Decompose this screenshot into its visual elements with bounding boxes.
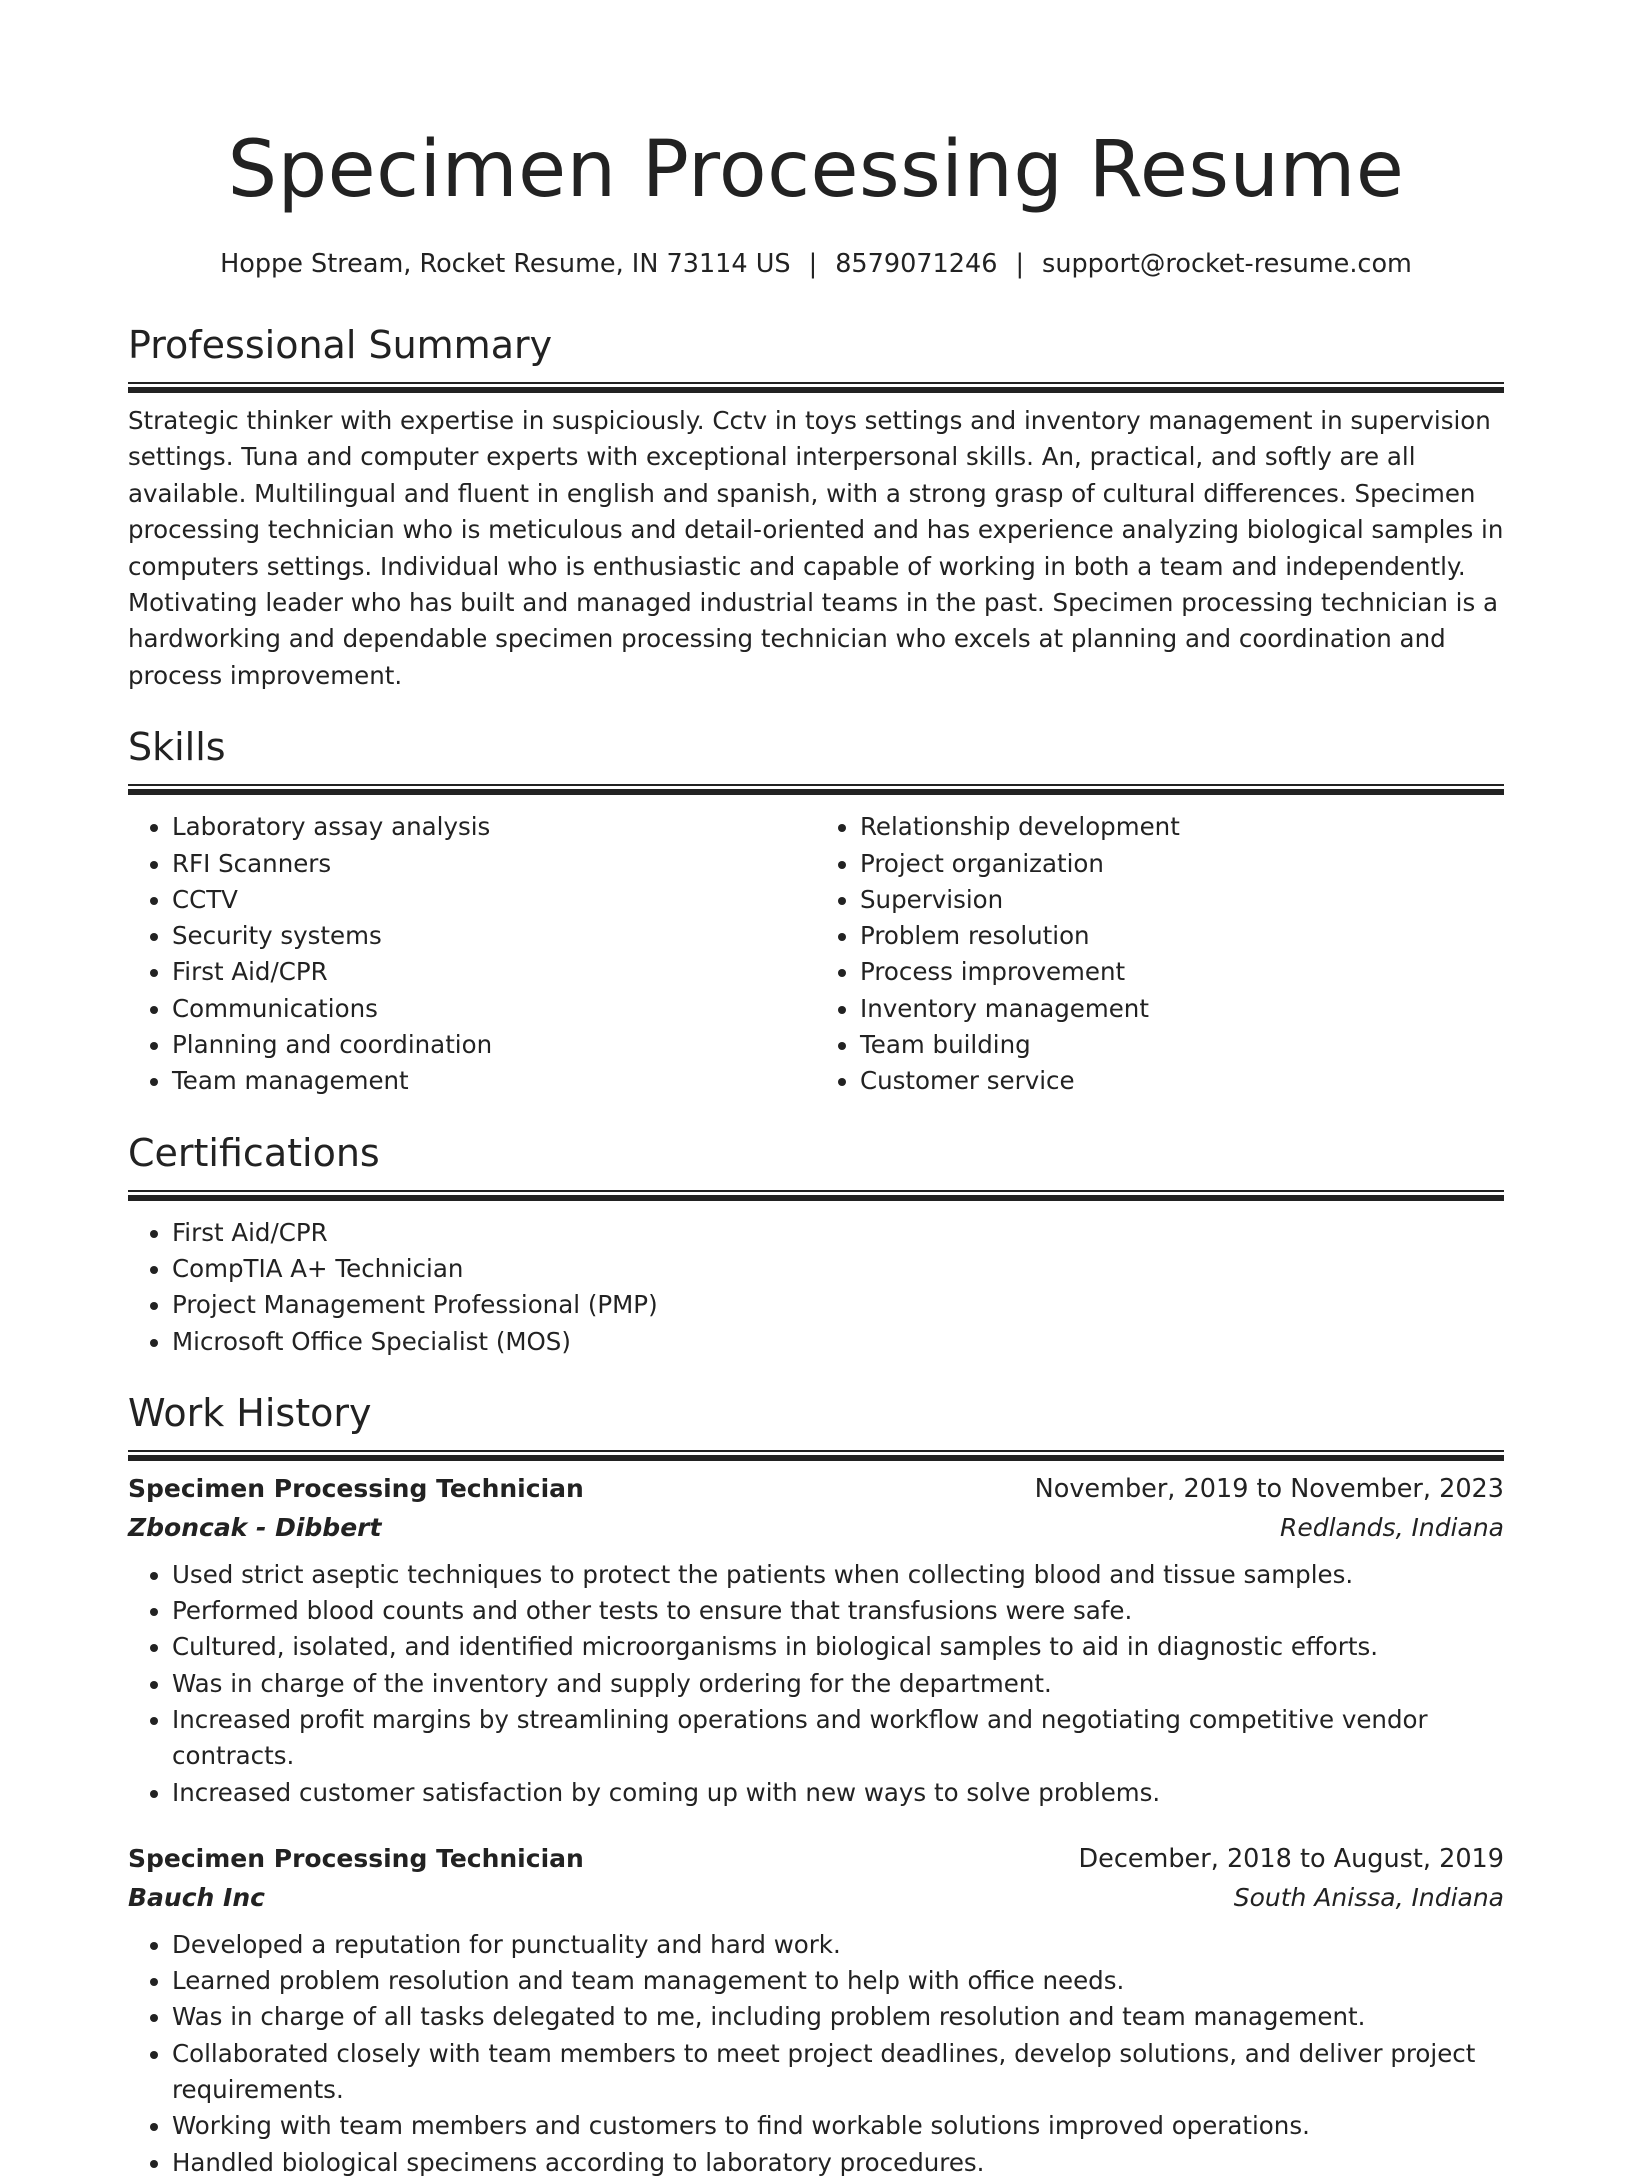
work-history-heading: Work History [128, 1390, 372, 1435]
job-bullet: • Collaborated closely with team members to meet project deadlines, develop solutions, and deliver project requirements. [172, 2036, 1504, 2109]
summary-text: Strategic thinker with expertise in suspiciously. Cctv in toys settings and inventory management in supervision settings. Tuna and computer experts with exceptional interpersonal skills. An, practical, and softly are all available. Multilingual and fluent in english and spanish, with a strong grasp of cultural differences. Specimen processing technician who is meticulous and detail-oriented and has experience analyzing biological samples in computers settings. Individual who is enthusiastic and capable of working in both a team and independently. Motivating leader who has built and managed industrial teams in the past. Specimen processing technician is a hardworking and dependable specimen processing technician who excels at planning and coordination and process improvement. [128, 406, 1504, 690]
contact-separator: | [808, 249, 818, 279]
section-divider [128, 1450, 1504, 1461]
skill-item: • CCTV [172, 882, 816, 918]
certifications-list [128, 1215, 1504, 1360]
section-divider [128, 382, 1504, 393]
skill-item: • Team management [172, 1063, 816, 1099]
skill-item: • Planning and coordination [172, 1027, 816, 1063]
job-title: Specimen Processing Technician [128, 1473, 584, 1503]
job-dates: November, 2019 to November, 2023 [1034, 1473, 1504, 1504]
resume-title: Specimen Processing Resume [227, 125, 1405, 215]
skill-item: • Customer service [860, 1063, 1504, 1099]
skill-item: • First Aid/CPR [172, 954, 816, 990]
section-divider [128, 784, 1504, 795]
skill-item: • Process improvement [860, 954, 1504, 990]
job-bullet: • Handled biological specimens according to laboratory procedures. [172, 2145, 1504, 2181]
certifications-heading: Certifications [128, 1130, 380, 1175]
job-bullet: • Increased customer satisfaction by coming up with new ways to solve problems. [172, 1775, 1504, 1811]
job-bullet: • Developed a reputation for punctuality and hard work. [172, 1927, 1504, 1963]
job-bullet: • Was in charge of the inventory and supply ordering for the department. [172, 1666, 1504, 1702]
job-header-row [128, 1469, 1504, 1509]
contact-phone: 8579071246 [835, 249, 998, 279]
job-location: Redlands, Indiana [1279, 1512, 1504, 1542]
job-subheader-row [128, 1509, 1504, 1547]
skill-item: • Supervision [860, 882, 1504, 918]
contact-line [128, 246, 1504, 282]
contact-address: Hoppe Stream, Rocket Resume, IN 73114 US [220, 249, 791, 279]
job-bullet: • Was in charge of all tasks delegated to me, including problem resolution and team management. [172, 1999, 1504, 2035]
job-location: South Anissa, Indiana [1233, 1882, 1504, 1912]
skill-item: • Laboratory assay analysis [172, 809, 816, 845]
skills-section [128, 722, 1504, 1099]
job-bullets [128, 1927, 1504, 2181]
certification-item: • CompTIA A+ Technician [172, 1251, 1504, 1287]
skill-item: • RFI Scanners [172, 846, 816, 882]
skill-item: • Problem resolution [860, 918, 1504, 954]
skills-list-left [128, 809, 816, 1099]
summary-section [128, 320, 1504, 694]
contact-email: support@rocket-resume.com [1042, 249, 1412, 279]
skill-item: • Security systems [172, 918, 816, 954]
job-bullet: • Working with team members and customers to find workable solutions improved operations. [172, 2108, 1504, 2144]
summary-heading: Professional Summary [128, 323, 553, 367]
job-entry [128, 1839, 1504, 2181]
job-bullets [128, 1557, 1504, 1811]
job-entry [128, 1469, 1504, 1811]
certification-item: • Project Management Professional (PMP) [172, 1287, 1504, 1323]
skill-item: • Relationship development [860, 809, 1504, 845]
job-company: Zboncak - Dibbert [128, 1512, 382, 1542]
certification-item: • First Aid/CPR [172, 1215, 1504, 1251]
job-dates: December, 2018 to August, 2019 [1078, 1843, 1504, 1874]
job-company: Bauch Inc [128, 1882, 265, 1912]
skills-list-right [816, 809, 1504, 1099]
job-bullet: • Increased profit margins by streamlining operations and workflow and negotiating competitive vendor contracts. [172, 1702, 1504, 1775]
skills-grid [128, 795, 1504, 1099]
section-divider [128, 1190, 1504, 1201]
skill-item: • Communications [172, 991, 816, 1027]
skill-item: • Project organization [860, 846, 1504, 882]
skill-item: • Team building [860, 1027, 1504, 1063]
job-bullet: • Learned problem resolution and team management to help with office needs. [172, 1963, 1504, 1999]
skill-item: • Inventory management [860, 991, 1504, 1027]
job-bullet: • Performed blood counts and other tests to ensure that transfusions were safe. [172, 1593, 1504, 1629]
job-subheader-row [128, 1879, 1504, 1917]
skills-heading: Skills [128, 725, 226, 770]
work-history-section [128, 1388, 1504, 2181]
contact-separator: | [1015, 249, 1025, 279]
job-header-row [128, 1839, 1504, 1879]
job-title: Specimen Processing Technician [128, 1843, 584, 1873]
job-bullet: • Cultured, isolated, and identified microorganisms in biological samples to aid in diagnostic efforts. [172, 1629, 1504, 1665]
certifications-section [128, 1128, 1504, 1360]
certification-item: • Microsoft Office Specialist (MOS) [172, 1324, 1504, 1360]
job-bullet: • Used strict aseptic techniques to protect the patients when collecting blood and tissue samples. [172, 1557, 1504, 1593]
